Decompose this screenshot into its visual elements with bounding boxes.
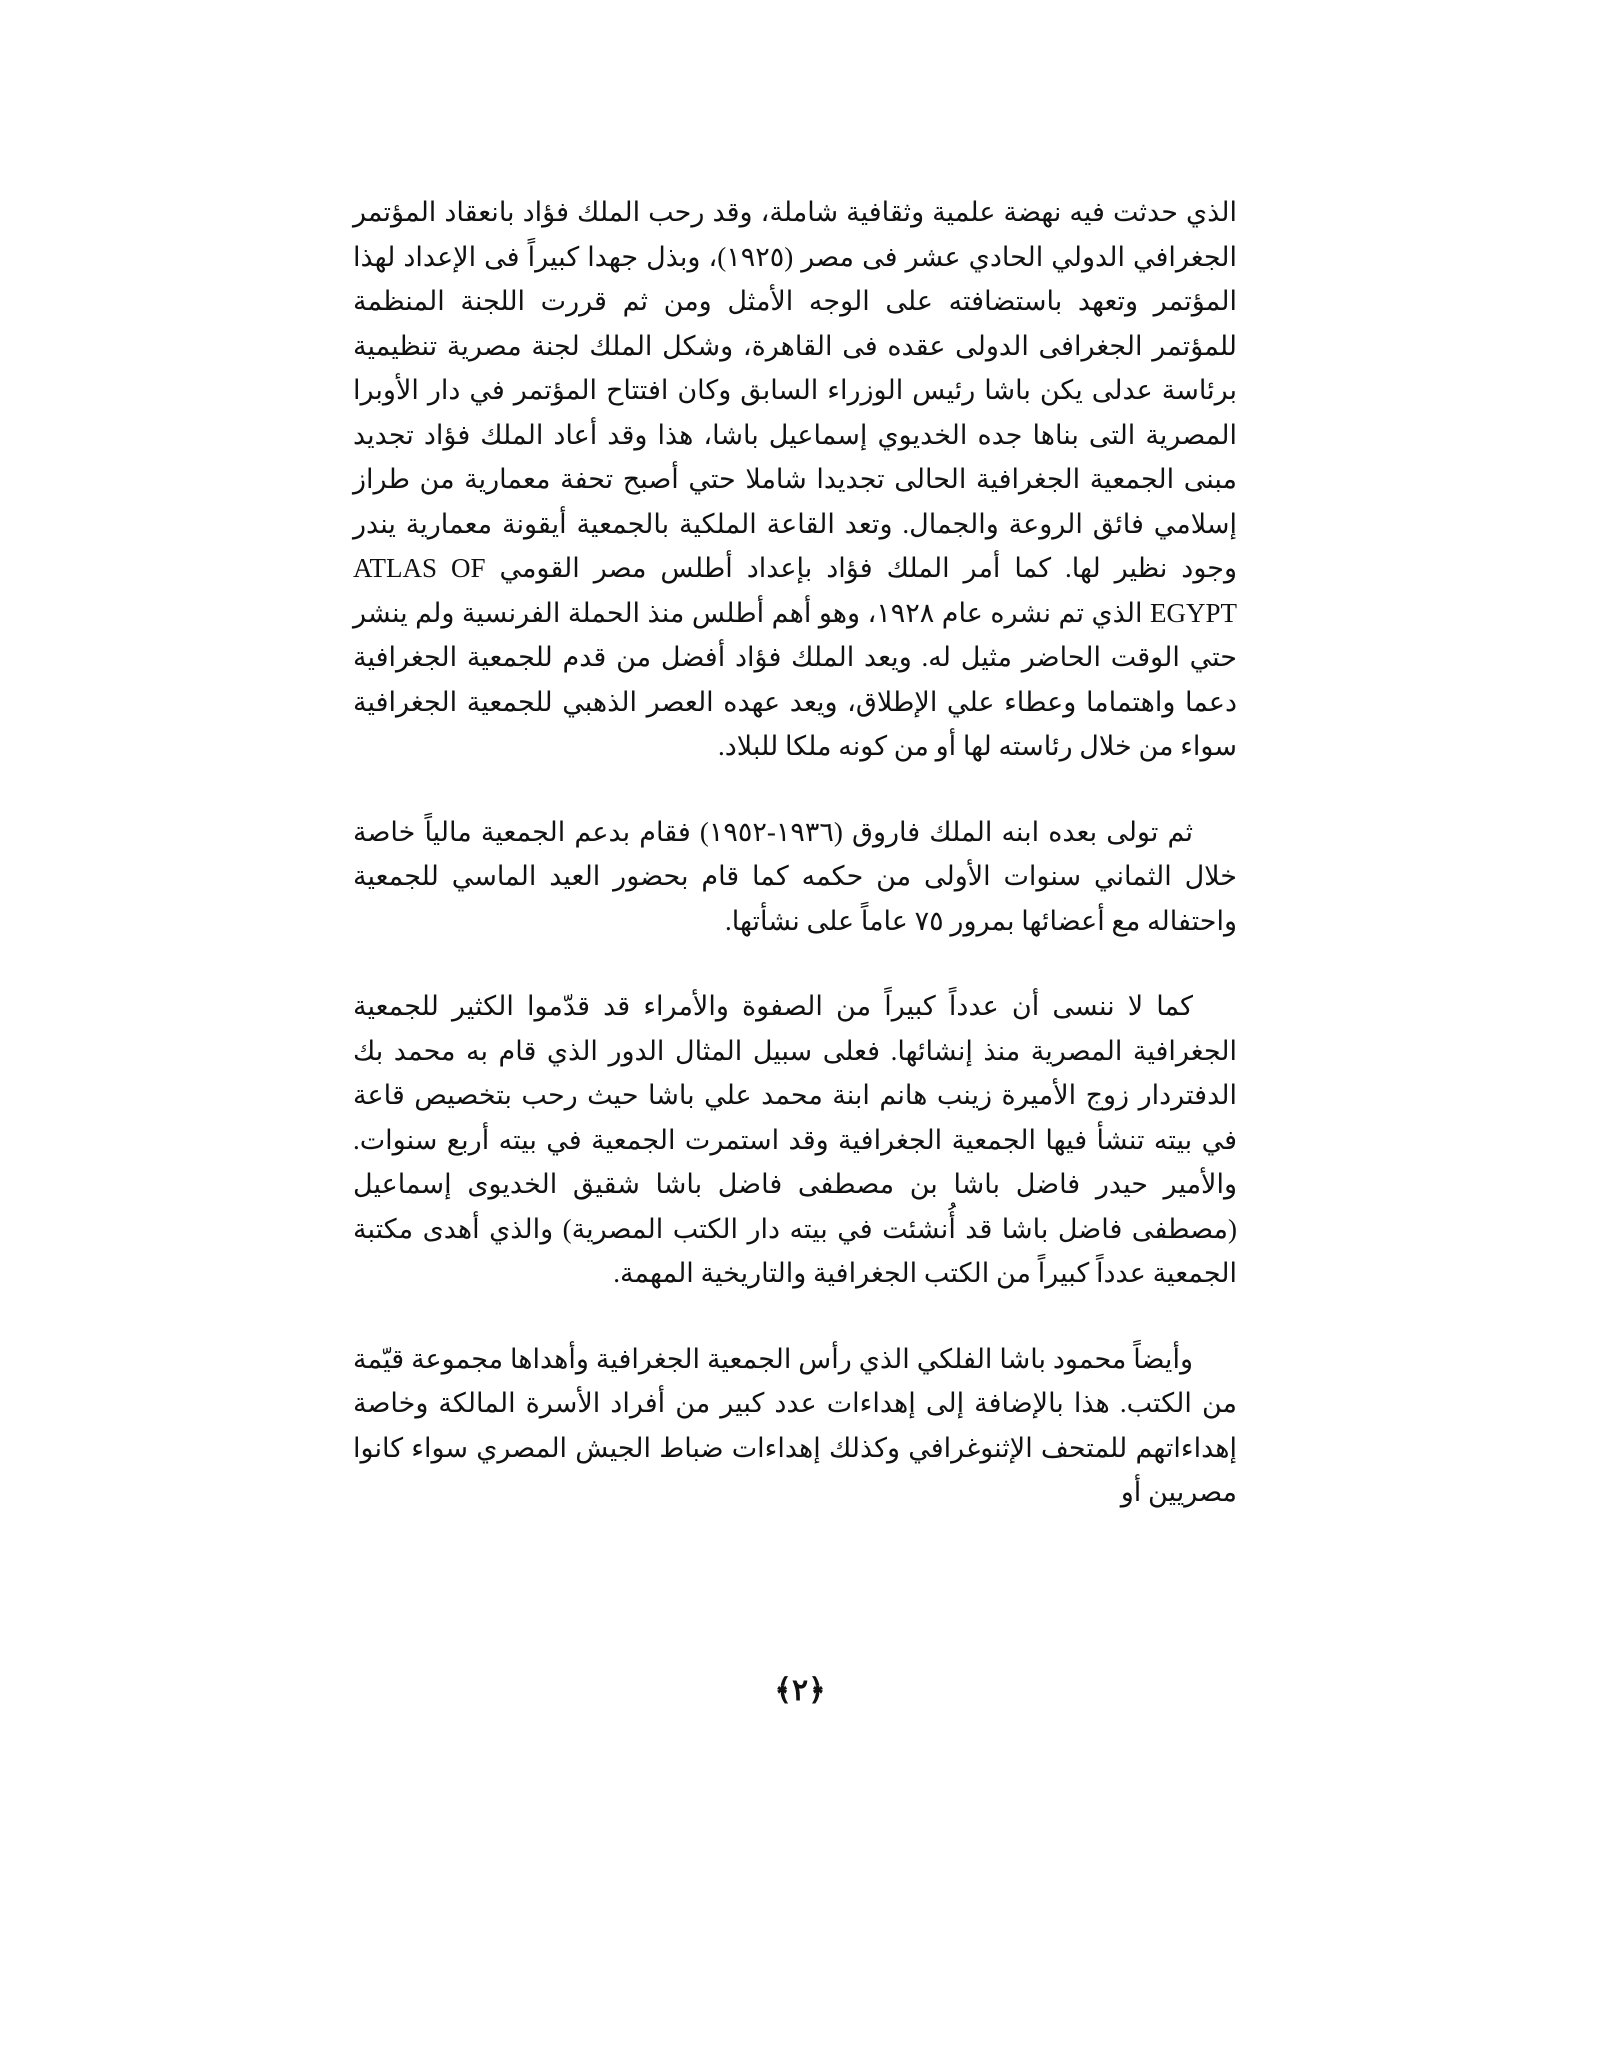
paragraph-4: وأيضاً محمود باشا الفلكي الذي رأس الجمعية الجغرافية وأهداها مجموعة قيّمة من الكتب. هذا بالإضافة إلى إهداءات عدد كبير من أفراد الأسرة المالكة وخاصة إهداءاتهم للمتحف الإثنوغرافي وكذلك إهداءات ضباط الجيش المصري سواء كانوا مصريين أو	[353, 1343, 1237, 1507]
paragraph-2: ثم تولى بعده ابنه الملك فاروق (١٩٣٦-١٩٥٢) فقام بدعم الجمعية مالياً خاصة خلال الثماني سنوات الأولى من حكمه كما قام بحضور العيد الماسي للجمعية واحتفاله مع أعضائها بمرور ٧٥ عاماً على نشأتها.	[353, 816, 1237, 936]
paragraph-1: الذي حدثت فيه نهضة علمية وثقافية شاملة، وقد رحب الملك فؤاد بانعقاد المؤتمر الجغرافي الدولي الحادي عشر فى مصر (١٩٢٥)، وبذل جهدا كبيراً فى الإعداد لهذا المؤتمر وتعهد باستضافته على الوجه الأمثل ومن ثم قررت اللجنة المنظمة للمؤتمر الجغرافى الدولى عقده فى القاهرة، وشكل الملك لجنة مصرية تنظيمية برئاسة عدلى يكن باشا رئيس الوزراء السابق وكان افتتاح المؤتمر في دار الأوبرا المصرية التى بناها جده الخديوي إسماعيل باشا، هذا وقد أعاد الملك فؤاد تجديد مبنى الجمعية الجغرافية الحالى تجديدا شاملا حتي أصبح تحفة معمارية من طراز إسلامي فائق الروعة والجمال. وتعد القاعة الملكية بالجمعية أيقونة معمارية يندر وجود نظير لها. كما أمر الملك فؤاد بإعداد أطلس مصر القومي ATLAS OF EGYPT الذي تم نشره عام ١٩٢٨، وهو أهم أطلس منذ الحملة الفرنسية ولم ينشر حتي الوقت الحاضر مثيل له. ويعد الملك فؤاد أفضل من قدم للجمعية الجغرافية دعما واهتماما وعطاء علي الإطلاق، ويعد عهده العصر الذهبي للجمعية الجغرافية سواء من خلال رئاسته لها أو من كونه ملكا للبلاد.	[353, 197, 1237, 761]
page-number: ﴿٢﴾	[774, 1674, 826, 1707]
paragraph-3: كما لا ننسى أن عدداً كبيراً من الصفوة والأمراء قد قدّموا الكثير للجمعية الجغرافية المصرية منذ إنشائها. فعلى سبيل المثال الدور الذي قام به محمد بك الدفتردار زوج الأميرة زينب هانم ابنة محمد علي باشا حيث رحب بتخصيص قاعة في بيته تنشأ فيها الجمعية الجغرافية وقد استمرت الجمعية في بيته أربع سنوات. والأمير حيدر فاضل باشا بن مصطفى فاضل باشا شقيق الخديوى إسماعيل (مصطفى فاضل باشا قد أُنشئت في بيته دار الكتب المصرية) والذي أهدى مكتبة الجمعية عدداً كبيراً من الكتب الجغرافية والتاريخية المهمة.	[353, 991, 1237, 1288]
body-text	[353, 190, 1237, 1515]
